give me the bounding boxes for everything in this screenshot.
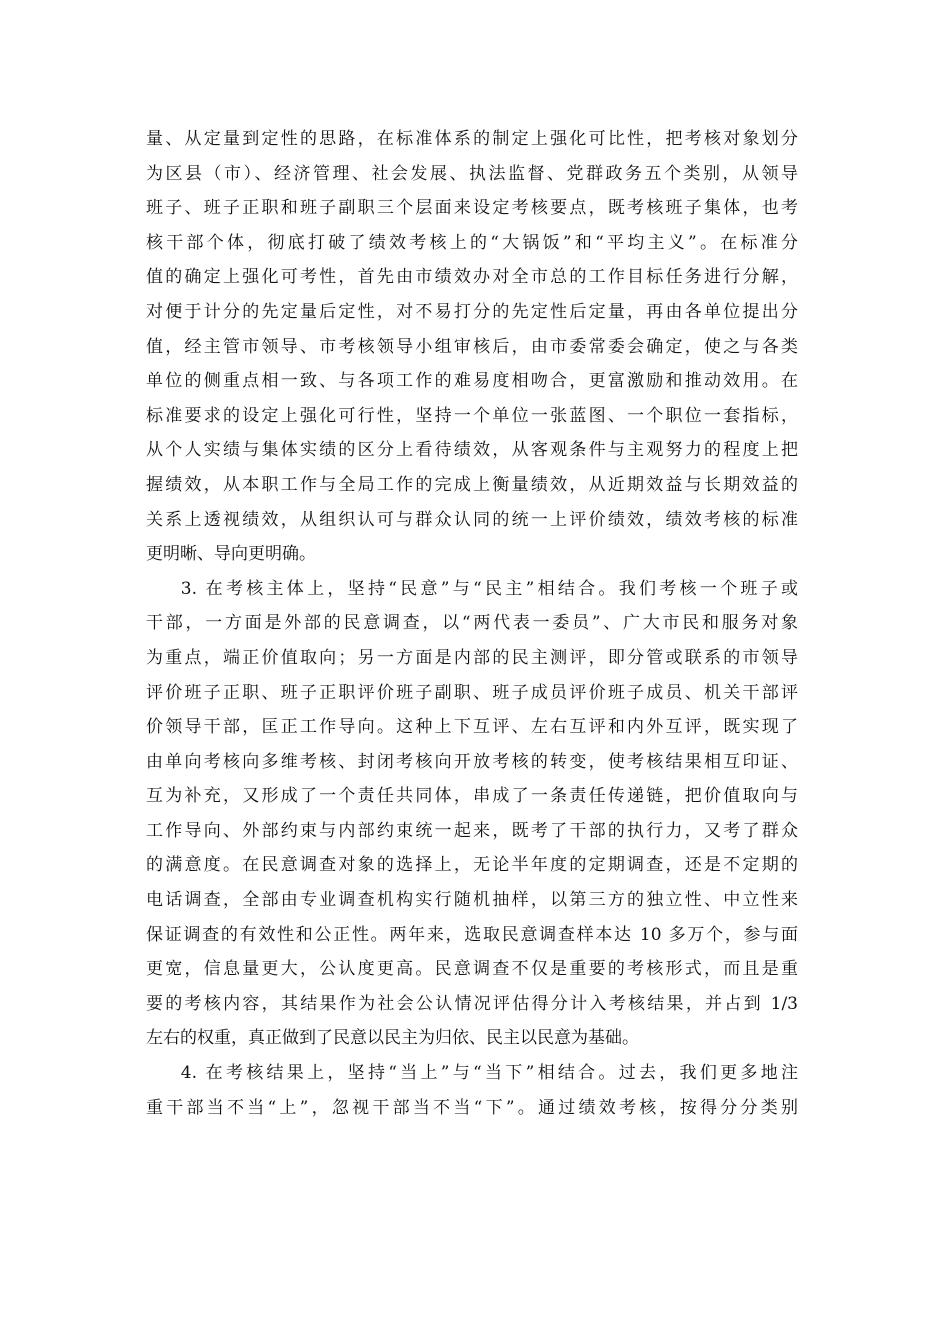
text-line: 量、从定量到定性的思路，在标准体系的制定上强化可比性，把考核对象划分 [146, 129, 798, 149]
text-line: 更宽，信息量更大，公认度更高。民意调查不仅是重要的考核形式，而且是重 [146, 959, 798, 980]
text-line: 重干部当不当“上”，忽视干部当不当“下”。通过绩效考核，按得分分类别 [146, 1097, 798, 1118]
text-line: 电话调查，全部由专业调查机构实行随机抽样，以第三方的独立性、中立性来 [146, 890, 798, 911]
text-line: 值的确定上强化可考性，首先由市绩效办对全市总的工作目标任务进行分解， [146, 267, 798, 288]
text-line: 要的考核内容，其结果作为社会公认情况评估得分计入考核结果，并占到 1/3 [146, 993, 798, 1014]
text-line: 从个人实绩与集体实绩的区分上看待绩效，从客观条件与主观努力的程度上把 [146, 440, 798, 461]
text-line: 互为补充，又形成了一个责任共同体，串成了一条责任传递链，把价值取向与 [146, 786, 798, 807]
text-line: 由单向考核向多维考核、封闭考核向开放考核的转变，使考核结果相互印证、 [146, 751, 798, 772]
text-line: 单位的侧重点相一致、与各项工作的难易度相吻合，更富激励和推动效用。在 [146, 371, 798, 392]
text-line: 干部，一方面是外部的民意调查，以“两代表一委员”、广大市民和服务对象 [146, 613, 798, 634]
text-line: 对便于计分的先定量后定性，对不易打分的先定性后定量，再由各单位提出分 [146, 301, 798, 322]
text-line: 的满意度。在民意调查对象的选择上，无论半年度的定期调查，还是不定期的 [146, 855, 798, 876]
text-line: 更明晰、导向更明确。 [146, 544, 316, 565]
text-line: 为重点，端正价值取向；另一方面是内部的民主测评，即分管或联系的市领导 [146, 647, 798, 668]
text-line: 为区县（市）、经济管理、社会发展、执法监督、党群政务五个类别，从领导 [146, 163, 798, 184]
body-text [146, 122, 798, 1125]
text-line: 3. 在考核主体上，坚持“民意”与“民主”相结合。我们考核一个班子或 [146, 578, 798, 599]
text-line: 班子、班子正职和班子副职三个层面来设定考核要点，既考核班子集体，也考 [146, 198, 798, 219]
text-line: 保证调查的有效性和公正性。两年来，选取民意调查样本达 10 多万个，参与面 [146, 924, 798, 945]
text-line: 左右的权重，真正做到了民意以民主为归依、民主以民意为基础。 [146, 1028, 639, 1049]
text-line: 价领导干部，匡正工作导向。这种上下互评、左右互评和内外互评，既实现了 [146, 717, 798, 738]
text-line: 标准要求的设定上强化可行性，坚持一个单位一张蓝图、一个职位一套指标， [146, 405, 798, 426]
text-line: 值，经主管市领导、市考核领导小组审核后，由市委常委会确定，使之与各类 [146, 336, 798, 357]
text-line: 关系上透视绩效，从组织认可与群众认同的统一上评价绩效，绩效考核的标准 [146, 509, 798, 530]
text-line: 工作导向、外部约束与内部约束统一起来，既考了干部的执行力，又考了群众 [146, 820, 798, 841]
text-line: 核干部个体，彻底打破了绩效考核上的“大锅饭”和“平均主义”。在标准分 [146, 232, 798, 253]
text-line: 评价班子正职、班子正职评价班子副职、班子成员评价班子成员、机关干部评 [146, 682, 798, 703]
text-line: 握绩效，从本职工作与全局工作的完成上衡量绩效，从近期效益与长期效益的 [146, 474, 798, 495]
text-line: 4. 在考核结果上，坚持“当上”与“当下”相结合。过去，我们更多地注 [146, 1063, 798, 1084]
